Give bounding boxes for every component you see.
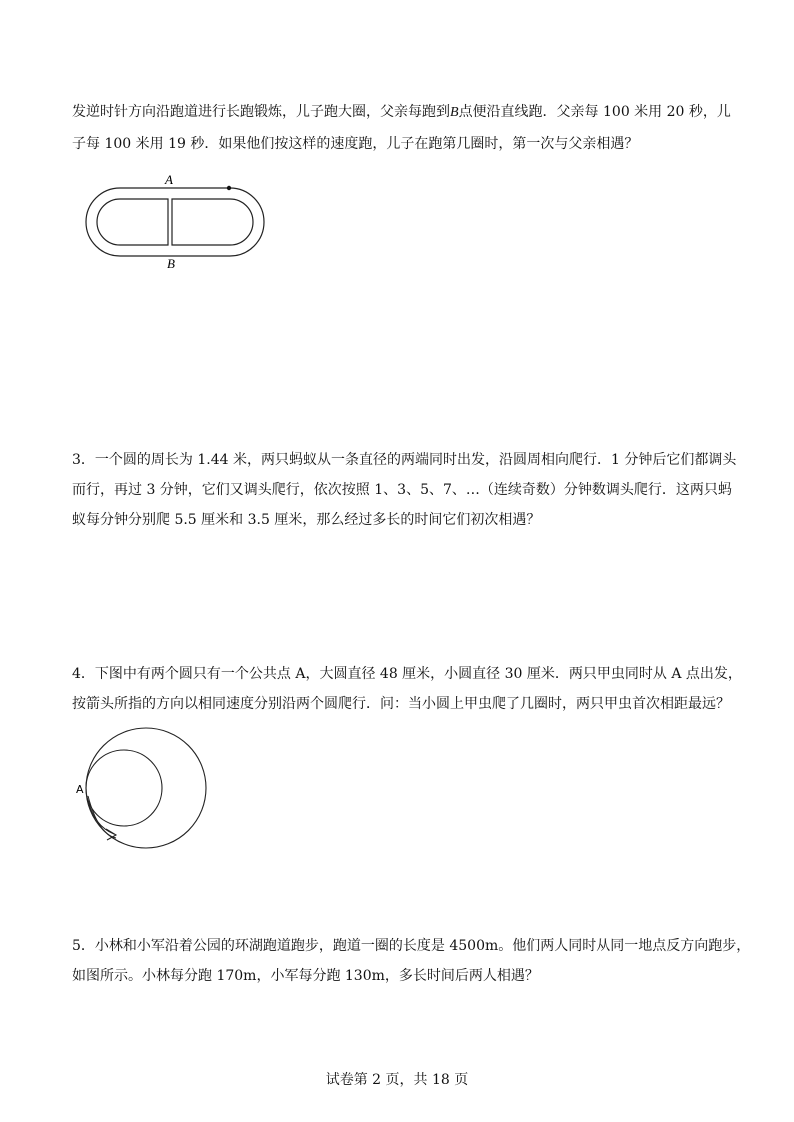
- track-inner-left: [97, 199, 168, 245]
- q5-text-line-2: 如图所示。小林每分跑 170m，小军每分跑 130m，多长时间后两人相遇？: [72, 968, 539, 984]
- figure-label-b: B: [167, 256, 175, 271]
- q2-text-part: 点便沿直线跑．父亲每 100 米用 20 秒，儿: [458, 104, 731, 120]
- small-circle-arrow: [88, 800, 114, 834]
- start-point-dot: [227, 186, 231, 190]
- running-track-figure: [76, 170, 276, 270]
- track-inner-right: [172, 199, 253, 245]
- q2-text-line-1: [72, 102, 732, 123]
- q5-text-line-1: 5．小林和小军沿着公园的环湖跑道跑步，跑道一圈的长度是 4500m。他们两人同时从同一地点反方向跑步，: [72, 938, 751, 954]
- point-a-label: A: [76, 783, 84, 796]
- q4-text-line-2: 按箭头所指的方向以相同速度分别沿两个圆爬行．问：当小圆上甲虫爬了几圈时，两只甲虫首次相距最远？: [72, 696, 730, 712]
- page-footer: 试卷第 2 页，共 18 页: [325, 1072, 469, 1088]
- track-outer-edge: [86, 188, 264, 256]
- q2-point-b-label: B: [450, 105, 459, 120]
- q2-text-part: 发逆时针方向沿跑道进行长跑锻炼，儿子跑大圈，父亲每跑到: [72, 104, 450, 120]
- figure-label-a: A: [165, 172, 173, 187]
- q2-text-line-2: 子每 100 米用 19 秒．如果他们按这样的速度跑，儿子在跑第几圈时，第一次与父亲相遇？: [72, 136, 639, 152]
- q3-text-line-2: 而行，再过 3 分钟，它们又调头爬行，依次按照 1、3、5、7、…（连续奇数）分钟数调头爬行．这两只蚂: [72, 482, 732, 498]
- q4-text-line-1: 4．下图中有两个圆只有一个公共点 A，大圆直径 48 厘米，小圆直径 30 厘米．两只甲虫同时从 A 点出发，: [72, 666, 742, 682]
- q3-text-line-3: 蚁每分钟分别爬 5.5 厘米和 3.5 厘米，那么经过多长的时间它们初次相遇？: [72, 512, 541, 528]
- q3-text-line-1: 3．一个圆的周长为 1.44 米，两只蚂蚁从一条直径的两端同时出发，沿圆周相向爬行．1 分钟后它们都调头: [72, 452, 737, 468]
- large-circle-arrow: [88, 796, 116, 838]
- two-circles-figure: [72, 726, 222, 856]
- small-circle: [86, 750, 162, 826]
